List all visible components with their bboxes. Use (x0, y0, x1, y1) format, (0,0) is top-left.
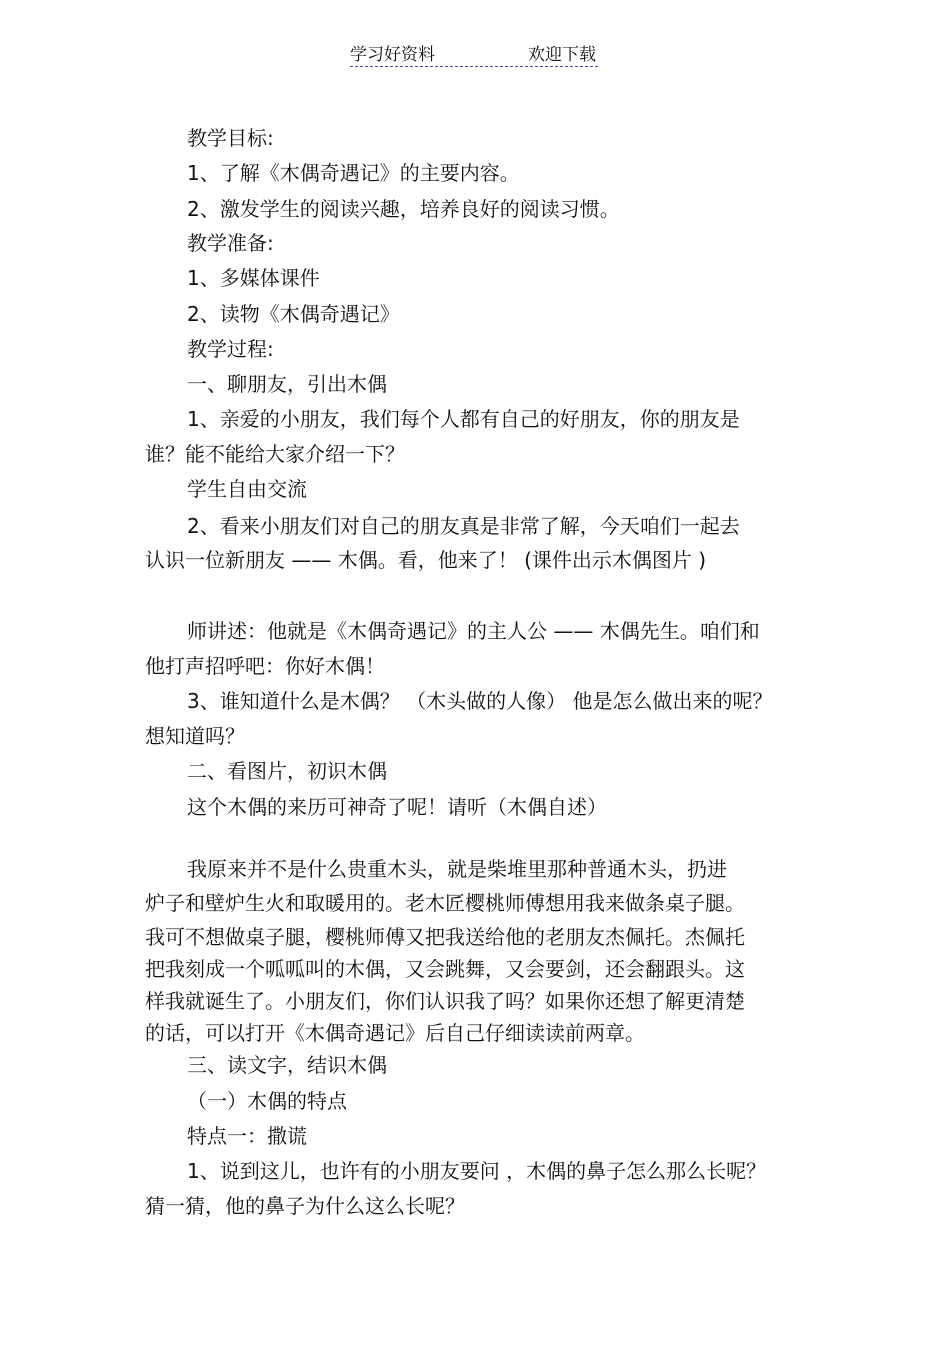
section-heading-prep: 教学准备: (187, 231, 274, 255)
section-heading-part1: 一、聊朋友，引出木偶 (187, 372, 387, 396)
paragraph-line: 炉子和壁炉生火和取暖用的。老木匠樱桃师傅想用我来做条桌子腿。 (145, 891, 745, 915)
paragraph-line: 1、了解《木偶奇遇记》的主要内容。 (187, 161, 520, 185)
paragraph-line: 1、说到这儿，也许有的小朋友要问 ，木偶的鼻子怎么那么长呢？ (187, 1159, 767, 1183)
paragraph-line: 特点一：撒谎 (187, 1124, 307, 1148)
paragraph-line: 谁？能不能给大家介绍一下？ (145, 442, 405, 466)
paragraph-line: 我可不想做桌子腿，樱桃师傅又把我送给他的老朋友杰佩托。杰佩托 (145, 925, 745, 949)
paragraph-line: 认识一位新朋友 —— 木偶。看，他来了！ (课件出示木偶图片 ) (145, 548, 707, 572)
section-heading-part2: 二、看图片，初识木偶 (187, 759, 387, 783)
paragraph-line: 猜一猜，他的鼻子为什么这么长呢？ (145, 1194, 465, 1218)
paragraph-line: 2、看来小朋友们对自己的朋友真是非常了解，今天咱们一起去 (187, 514, 740, 538)
paragraph-line: 师讲述：他就是《木偶奇遇记》的主人公 —— 木偶先生。咱们和 (187, 619, 760, 643)
paragraph-line: 他打声招呼吧：你好木偶！ (145, 654, 385, 678)
paragraph-line: 这个木偶的来历可神奇了呢！请听（木偶自述） (187, 795, 607, 819)
paragraph-line: 想知道吗？ (145, 724, 245, 748)
paragraph-line: 1、亲爱的小朋友，我们每个人都有自己的好朋友，你的朋友是 (187, 407, 740, 431)
header-right-text: 欢迎下载 (528, 45, 596, 65)
paragraph-line: 我原来并不是什么贵重木头，就是柴堆里那种普通木头，扔进 (187, 857, 727, 881)
header-left-text: 学习好资料 (350, 45, 435, 65)
paragraph-line: 1、多媒体课件 (187, 266, 320, 290)
section-heading-goals: 教学目标: (187, 126, 274, 150)
page-header (350, 40, 598, 67)
paragraph-line: 2、激发学生的阅读兴趣，培养良好的阅读习惯。 (187, 197, 620, 221)
paragraph-line: 样我就诞生了。小朋友们，你们认识我了吗？如果你还想了解更清楚 (145, 989, 745, 1013)
paragraph-line: 2、读物《木偶奇遇记》 (187, 302, 400, 326)
subsection-heading: （一）木偶的特点 (187, 1089, 347, 1113)
paragraph-line: 把我刻成一个呱呱叫的木偶，又会跳舞，又会要剑，还会翻跟头。这 (145, 957, 745, 981)
paragraph-line: 3、谁知道什么是木偶？ （木头做的人像） 他是怎么做出来的呢？ (187, 689, 773, 713)
section-heading-part3: 三、读文字，结识木偶 (187, 1053, 387, 1077)
paragraph-line: 的话，可以打开《木偶奇遇记》后自己仔细读读前两章。 (145, 1021, 645, 1045)
paragraph-line: 学生自由交流 (187, 477, 307, 501)
section-heading-process: 教学过程: (187, 337, 274, 361)
